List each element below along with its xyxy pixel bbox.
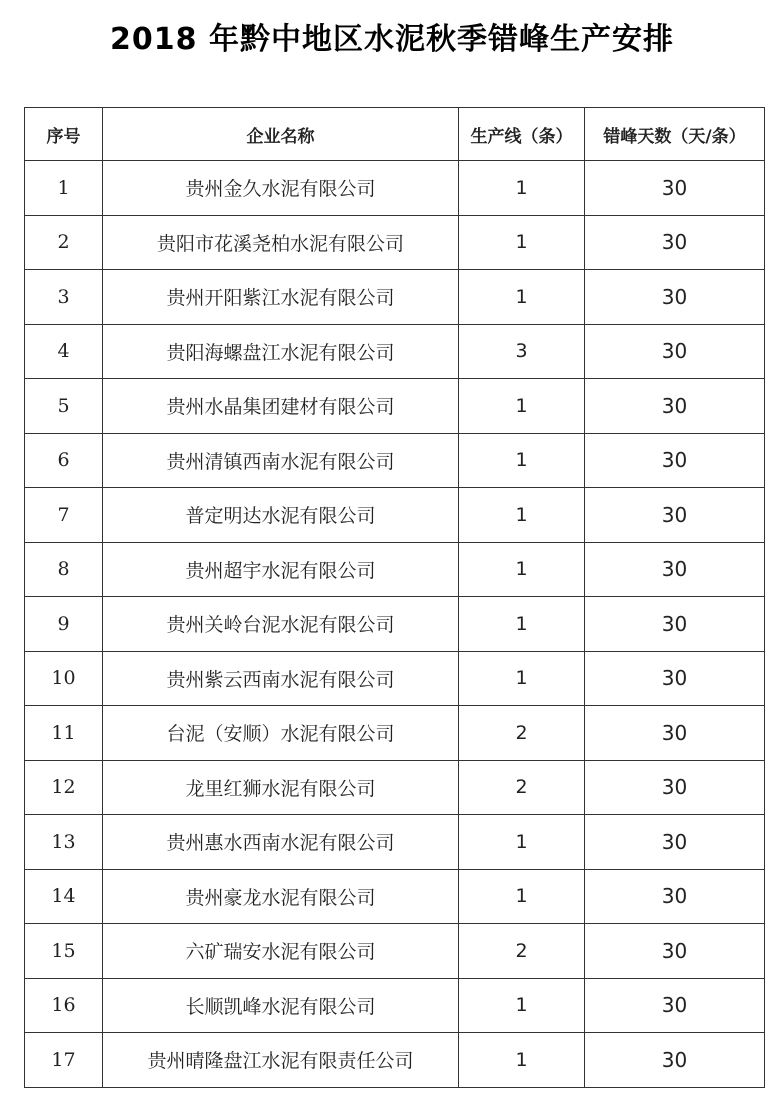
cell-index: 1 bbox=[25, 161, 103, 216]
cell-company-name: 六矿瑞安水泥有限公司 bbox=[103, 924, 459, 979]
cell-company-name: 贵州豪龙水泥有限公司 bbox=[103, 869, 459, 924]
table-row bbox=[25, 597, 765, 652]
cell-company-name: 贵州紫云西南水泥有限公司 bbox=[103, 651, 459, 706]
cell-index: 9 bbox=[25, 597, 103, 652]
cell-index: 4 bbox=[25, 324, 103, 379]
table-row bbox=[25, 978, 765, 1033]
cell-index: 15 bbox=[25, 924, 103, 979]
cell-production-lines: 1 bbox=[459, 978, 585, 1033]
cell-off-peak-days: 30 bbox=[585, 706, 765, 761]
cell-off-peak-days: 30 bbox=[585, 760, 765, 815]
cell-off-peak-days: 30 bbox=[585, 488, 765, 543]
cell-index: 13 bbox=[25, 815, 103, 870]
cell-company-name: 台泥（安顺）水泥有限公司 bbox=[103, 706, 459, 761]
cell-index: 11 bbox=[25, 706, 103, 761]
cell-company-name: 贵阳海螺盘江水泥有限公司 bbox=[103, 324, 459, 379]
table-row bbox=[25, 433, 765, 488]
table-row bbox=[25, 1033, 765, 1088]
cell-index: 3 bbox=[25, 270, 103, 325]
cell-index: 14 bbox=[25, 869, 103, 924]
table-row bbox=[25, 924, 765, 979]
cell-index: 7 bbox=[25, 488, 103, 543]
header-company-name: 企业名称 bbox=[103, 108, 459, 161]
table-row bbox=[25, 161, 765, 216]
cell-company-name: 长顺凯峰水泥有限公司 bbox=[103, 978, 459, 1033]
cell-off-peak-days: 30 bbox=[585, 597, 765, 652]
cell-company-name: 贵州惠水西南水泥有限公司 bbox=[103, 815, 459, 870]
cell-production-lines: 1 bbox=[459, 651, 585, 706]
header-production-lines: 生产线（条） bbox=[459, 108, 585, 161]
cell-index: 5 bbox=[25, 379, 103, 434]
table-row bbox=[25, 706, 765, 761]
cell-production-lines: 1 bbox=[459, 597, 585, 652]
cell-company-name: 贵州金久水泥有限公司 bbox=[103, 161, 459, 216]
cell-company-name: 贵州关岭台泥水泥有限公司 bbox=[103, 597, 459, 652]
cell-production-lines: 1 bbox=[459, 270, 585, 325]
cell-off-peak-days: 30 bbox=[585, 215, 765, 270]
cell-production-lines: 1 bbox=[459, 379, 585, 434]
cell-off-peak-days: 30 bbox=[585, 651, 765, 706]
table-row bbox=[25, 869, 765, 924]
table-row bbox=[25, 760, 765, 815]
cell-production-lines: 3 bbox=[459, 324, 585, 379]
cell-company-name: 普定明达水泥有限公司 bbox=[103, 488, 459, 543]
cell-off-peak-days: 30 bbox=[585, 161, 765, 216]
table-row bbox=[25, 379, 765, 434]
cell-index: 10 bbox=[25, 651, 103, 706]
cell-index: 17 bbox=[25, 1033, 103, 1088]
cell-production-lines: 2 bbox=[459, 760, 585, 815]
cell-index: 8 bbox=[25, 542, 103, 597]
cell-index: 6 bbox=[25, 433, 103, 488]
cell-off-peak-days: 30 bbox=[585, 542, 765, 597]
table-row bbox=[25, 215, 765, 270]
cell-production-lines: 1 bbox=[459, 542, 585, 597]
cell-off-peak-days: 30 bbox=[585, 270, 765, 325]
table-header-row bbox=[25, 108, 765, 161]
document-title: 2018 年黔中地区水泥秋季错峰生产安排 bbox=[110, 22, 674, 57]
cell-production-lines: 1 bbox=[459, 815, 585, 870]
table-body bbox=[25, 161, 765, 1088]
header-off-peak-days: 错峰天数（天/条） bbox=[585, 108, 765, 161]
cell-company-name: 贵州水晶集团建材有限公司 bbox=[103, 379, 459, 434]
production-schedule-table bbox=[24, 107, 765, 1088]
cell-company-name: 贵州开阳紫江水泥有限公司 bbox=[103, 270, 459, 325]
table-row bbox=[25, 815, 765, 870]
cell-production-lines: 1 bbox=[459, 869, 585, 924]
table-row bbox=[25, 270, 765, 325]
cell-off-peak-days: 30 bbox=[585, 433, 765, 488]
table-row bbox=[25, 488, 765, 543]
header-index: 序号 bbox=[25, 108, 103, 161]
table-row bbox=[25, 651, 765, 706]
cell-off-peak-days: 30 bbox=[585, 869, 765, 924]
cell-off-peak-days: 30 bbox=[585, 978, 765, 1033]
cell-production-lines: 1 bbox=[459, 1033, 585, 1088]
cell-company-name: 龙里红狮水泥有限公司 bbox=[103, 760, 459, 815]
cell-company-name: 贵州晴隆盘江水泥有限责任公司 bbox=[103, 1033, 459, 1088]
cell-off-peak-days: 30 bbox=[585, 324, 765, 379]
table-row bbox=[25, 324, 765, 379]
cell-company-name: 贵州超宇水泥有限公司 bbox=[103, 542, 459, 597]
cell-production-lines: 2 bbox=[459, 706, 585, 761]
cell-off-peak-days: 30 bbox=[585, 1033, 765, 1088]
cell-production-lines: 2 bbox=[459, 924, 585, 979]
cell-production-lines: 1 bbox=[459, 433, 585, 488]
cell-production-lines: 1 bbox=[459, 161, 585, 216]
cell-off-peak-days: 30 bbox=[585, 815, 765, 870]
cell-off-peak-days: 30 bbox=[585, 924, 765, 979]
cell-production-lines: 1 bbox=[459, 215, 585, 270]
cell-company-name: 贵阳市花溪尧柏水泥有限公司 bbox=[103, 215, 459, 270]
cell-off-peak-days: 30 bbox=[585, 379, 765, 434]
cell-index: 12 bbox=[25, 760, 103, 815]
cell-production-lines: 1 bbox=[459, 488, 585, 543]
cell-index: 2 bbox=[25, 215, 103, 270]
cell-company-name: 贵州清镇西南水泥有限公司 bbox=[103, 433, 459, 488]
cell-index: 16 bbox=[25, 978, 103, 1033]
table-row bbox=[25, 542, 765, 597]
